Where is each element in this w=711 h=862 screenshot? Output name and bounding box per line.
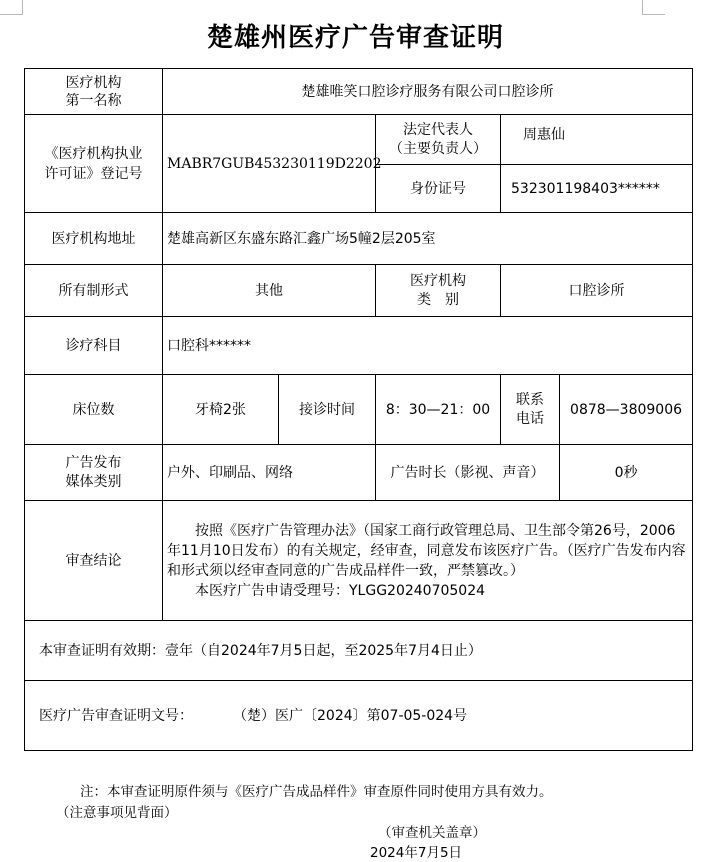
table-row [25, 445, 693, 501]
table-row [25, 501, 693, 621]
validity-range: （自2024年7月5日起，至2025年7月4日止） [193, 642, 482, 659]
seal-text: （审查机关盖章） [378, 825, 486, 841]
conclusion-cell [163, 501, 693, 621]
footer-note: 注：本审查证明原件须与《医疗广告成品样件》审查原件同时使用方具有效力。 [80, 784, 553, 800]
table-row [25, 621, 693, 681]
table-row [25, 69, 693, 115]
crop-mark-top-left [0, 0, 23, 15]
doc-number-label: 医疗广告审查证明文号： [39, 707, 193, 724]
media-value: 户外、印刷品、网络 [163, 445, 376, 501]
ownership-value: 其他 [163, 265, 376, 317]
hours-label: 接诊时间 [279, 375, 376, 445]
media-label: 广告发布 媒体类别 [25, 445, 163, 501]
footer-note-back: （注意事项见背面） [56, 805, 178, 821]
dept-label: 诊疗科目 [25, 317, 163, 375]
conclusion-text: 按照《医疗广告管理办法》（国家工商行政管理总局、卫生部令第26号，2006年11月10日发布）的有关规定，经审查，同意发布该医疗广告。（医疗广告发布内容和形式须以经审查同意的广告成品样件一致，严禁篡改。） [167, 522, 686, 579]
id-label: 身份证号 [376, 165, 501, 213]
validity-label: 本审查证明有效期： [39, 642, 165, 659]
category-value: 口腔诊所 [501, 265, 693, 317]
beds-label: 床位数 [25, 375, 163, 445]
name-label: 医疗机构 第一名称 [25, 69, 163, 115]
phone-label: 联系 电话 [501, 375, 560, 445]
ownership-label: 所有制形式 [25, 265, 163, 317]
beds-value: 牙椅2张 [163, 375, 279, 445]
legal-rep-name: 周惠仙 [501, 115, 693, 165]
crop-mark-top-right [642, 0, 665, 15]
application-number: 本医疗广告申请受理号：YLGG20240705024 [195, 582, 486, 599]
hours-value: 8：30—21：00 [376, 375, 501, 445]
table-row [25, 115, 693, 165]
doc-number-value: （楚）医广〔2024〕第07-05-024号 [233, 707, 468, 724]
id-number: 532301198403****** [501, 165, 693, 213]
dept-value: 口腔科****** [163, 317, 693, 375]
table-row [25, 317, 693, 375]
table-row [25, 265, 693, 317]
license-label: 《医疗机构执业 许可证》登记号 [25, 115, 163, 213]
category-label: 医疗机构 类 别 [376, 265, 501, 317]
address-label: 医疗机构地址 [25, 213, 163, 265]
validity-value: 壹年 [165, 642, 193, 659]
table-row [25, 681, 693, 751]
doc-number-cell [25, 681, 693, 751]
review-certificate-table [24, 68, 693, 751]
document-title: 楚雄州医疗广告审查证明 [206, 23, 504, 53]
institution-address: 楚雄高新区东盛东路汇鑫广场5幢2层205室 [163, 213, 693, 265]
validity-cell [25, 621, 693, 681]
issue-date: 2024年7月5日 [370, 845, 463, 861]
conclusion-label: 审查结论 [25, 501, 163, 621]
table-row [25, 213, 693, 265]
legal-rep-label: 法定代表人 （主要负责人） [376, 115, 501, 165]
duration-value: 0秒 [560, 445, 693, 501]
license-number: MABR7GUB453230119D2202 [163, 115, 376, 213]
table-row [25, 375, 693, 445]
duration-label: 广告时长（影视、声音） [376, 445, 560, 501]
institution-name: 楚雄唯笑口腔诊疗服务有限公司口腔诊所 [163, 69, 693, 115]
phone-value: 0878—3809006 [560, 375, 693, 445]
